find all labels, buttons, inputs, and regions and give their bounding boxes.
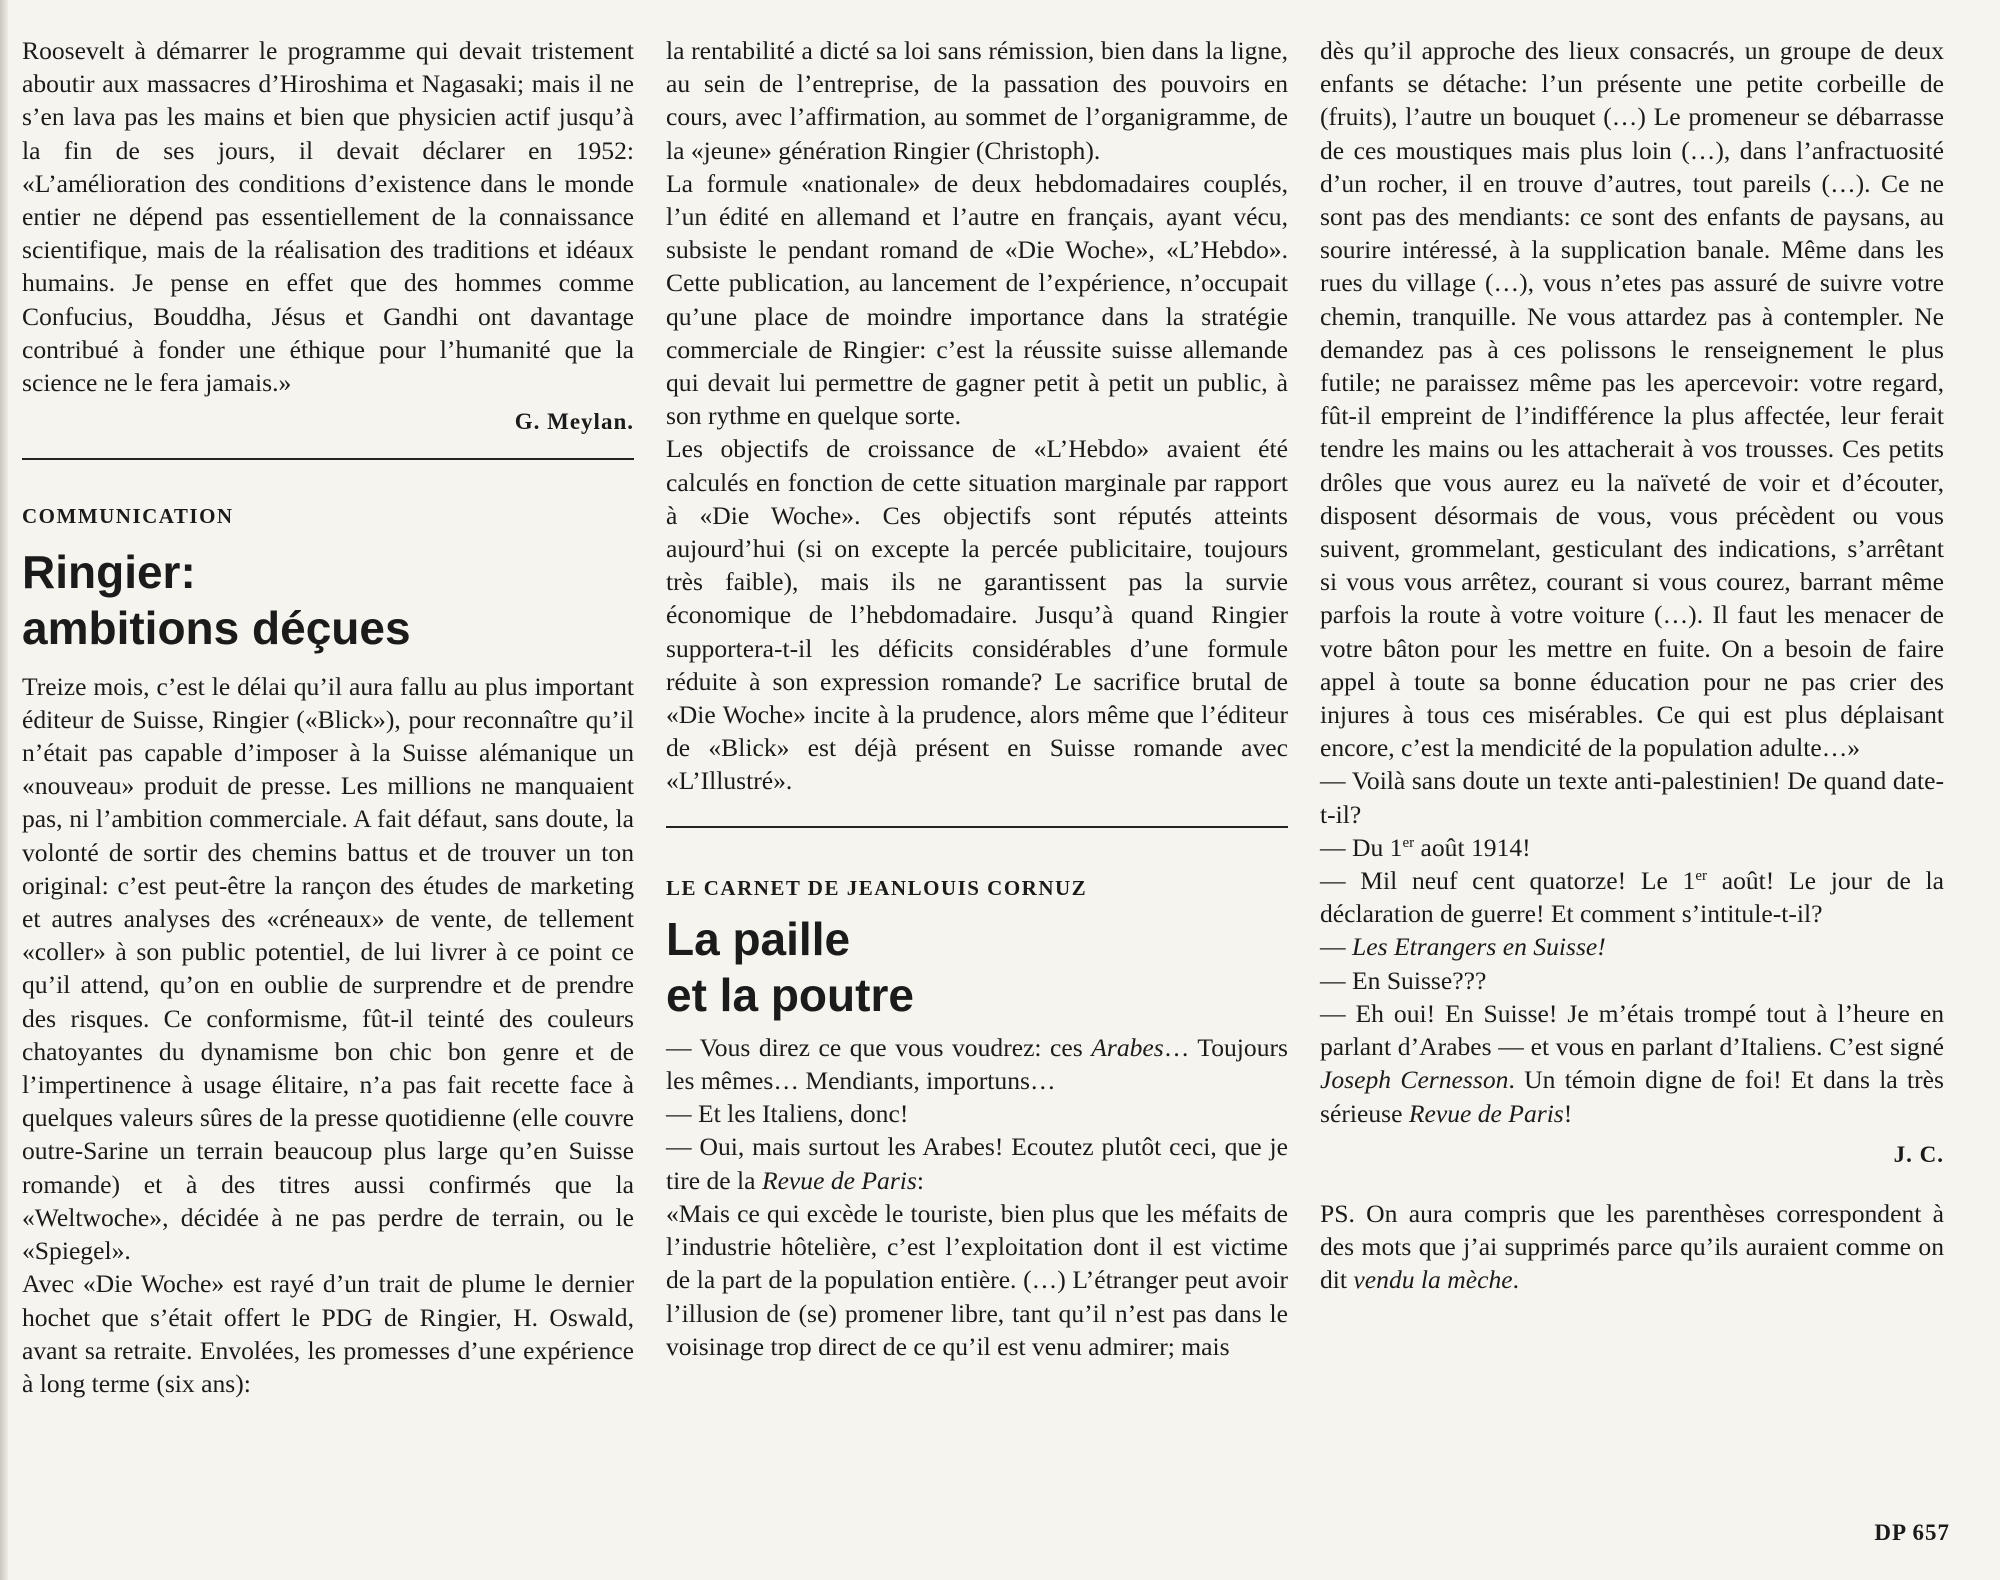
- dialogue-line: — Voilà sans doute un texte anti-palestinien! De quand date-t-il?: [1320, 766, 1944, 829]
- dialogue-line: — Les Etrangers en Suisse!: [1320, 932, 1606, 962]
- intro-paragraph: Roosevelt à démarrer le programme qui devait tristement aboutir aux massacres d’Hiroshima et Nagasaki; mais il ne s’en lava pas les mains et bien que physicien actif jusqu’à la fin de ses jours, il devait déclarer en 1952: «L’amélioration des conditions d’existence dans le monde entier ne dépend pas essentiellement de la connaissance scientifique, mais de la réalisation des traditions et idéaux humains. Je pense en effet que des hommes comme Confucius, Bouddha, Jésus et Gandhi ont davantage contribué à fonder une éthique pour l’humanité que la science ne le fera jamais.»: [22, 36, 634, 398]
- column-1: [22, 34, 634, 1400]
- quote-continuation: dès qu’il approche des lieux consacrés, un groupe de deux enfants se détache: l’un présente une petite corbeille de (fruits), l’autre un bouquet (…) Le promeneur se débarrasse de ces moustiques mais plus loin (…), dans l’anfractuosité d’un rocher, il en trouve d’autres, tout pareils (…). Ce ne sont pas des mendiants: ce sont des enfants de paysans, au sourire intéressé, à la supplication banale. Même dans les rues du village (…), vous n’etes pas assuré de suivre votre chemin, tranquille. Ne vous attardez pas à contempler. Ne demandez pas à ces polissons le renseignement le plus futile; ne paraissez même pas les apercevoir: votre regard, fût-il empreint de l’indifférence la plus affectée, leur ferait tendre les mains ou les attacherait à vos trousses. Ces petits drôles que vous aurez eu la naïveté de voir et d’écouter, disposent désormais de vous, vous précèdent ou vous suivent, grommelant, gesticulant des indications, s’arrêtant si vous vous arrêtez, courant si vous courez, barrant même parfois la route à votre voiture (…). Il faut les menacer de votre bâton pour les mettre en fuite. On a besoin de faire appel à toute sa bonne éducation pour ne pas crier des injures à tous ces misérables. Ce qui est plus déplaisant encore, c’est la mendicité de la population adulte…»: [1320, 36, 1944, 763]
- section-divider: [22, 458, 634, 460]
- dialogue-line: — Vous direz ce que vous voudrez: ces Arabes… Toujours les mêmes… Mendiants, importuns…: [666, 1032, 1288, 1096]
- dialogue-line: — Et les Italiens, donc!: [666, 1099, 909, 1129]
- ringier-paragraph-3: la rentabilité a dicté sa loi sans rémission, bien dans la ligne, au sein de l’entreprise, de la passation des pouvoirs en cours, avec l’affirmation, au sommet de l’organigramme, de la «jeune» génération Ringier (Christoph).: [666, 36, 1288, 165]
- dialogue-line: — Du 1er août 1914!: [1320, 832, 1531, 862]
- ringier-paragraph-1: Treize mois, c’est le délai qu’il aura fallu au plus important éditeur de Suisse, Ringier («Blick»), pour reconnaître qu’il n’était pas capable d’imposer à la Suisse alémanique un «nouveau» produit de presse. Les millions ne manquaient pas, ni l’ambition commerciale. A fait défaut, sans doute, la volonté de sortir des chemins battus et de trouver un ton original: c’est peut-être la rançon des études de marketing et autres analyses des «créneaux» de vente, de tellement «coller» à son public potentiel, de lui livrer à ce point ce qu’il attend, qu’on en oublie de surprendre et de prendre des risques. Ce conformisme, fût-il teinté des couleurs chatoyantes du dynamisme bon chic bon genre et de l’impertinence à usage élitaire, n’a pas fait recette face à quelques valeurs sûres de la presse quotidienne (elle couvre outre-Sarine un terrain beaucoup plus large qu’en Suisse romande) et à des titres aussi confirmés que la «Weltwoche», décidée à ne pas perdre de terrain, ou le «Spiegel».: [22, 671, 634, 1266]
- page-number: DP 657: [1874, 1520, 1950, 1545]
- article-headline-paille: [666, 911, 1288, 1023]
- dialogue-line: — Mil neuf cent quatorze! Le 1er août! Le jour de la déclaration de guerre! Et comment s’intitule-t-il?: [1320, 866, 1944, 929]
- dialogue-line: — Eh oui! En Suisse! Je m’étais trompé tout à l’heure en parlant d’Arabes — et vous en parlant d’Italiens. C’est signé Joseph Cernesson. Un témoin digne de foi! Et dans la très sérieuse Revue de Paris!: [1320, 998, 1944, 1128]
- section-divider: [666, 826, 1288, 828]
- headline-line-2: ambitions déçues: [22, 601, 411, 654]
- article-headline-ringier: [22, 544, 634, 656]
- rubric-communication: COMMUNICATION: [22, 504, 234, 529]
- ringier-paragraph-2: Avec «Die Woche» est rayé d’un trait de plume le dernier hochet que s’était offert le PDG de Ringier, H. Oswald, avant sa retraite. Envolées, les promesses d’une expérience à long terme (six ans):: [22, 1269, 634, 1398]
- postscript: PS. On aura compris que les parenthèses correspondent à des mots que j’ai supprimés parce qu’ils auraient comme on dit vendu la mèche.: [1320, 1198, 1944, 1295]
- ringier-paragraph-5: Les objectifs de croissance de «L’Hebdo» avaient été calculés en fonction de cette situation marginale par rapport à «Die Woche». Ces objectifs sont réputés atteints aujourd’hui (si on excepte la percée publicitaire, toujours très faible), mais ils ne garantissent pas la survie économique de l’hebdomadaire. Jusqu’à quand Ringier supportera-t-il les déficits considérables d’une formule réduite à son expression romande? Le sacrifice brutal de «Die Woche» incite à la prudence, alors même que l’éditeur de «Blick» est déjà présent en Suisse romande avec «L’Illustré».: [666, 434, 1288, 796]
- page-edge: [0, 0, 8, 1580]
- column-3: [1320, 34, 1944, 1297]
- dialogue-line: — En Suisse???: [1320, 965, 1487, 995]
- column-2: [666, 34, 1288, 1363]
- signature-jc: J. C.: [1893, 1141, 1944, 1167]
- headline-line-1: Ringier:: [22, 545, 196, 598]
- headline-line-1: La paille: [666, 912, 851, 965]
- headline-line-2: et la poutre: [666, 968, 914, 1021]
- signature-meylan: G. Meylan.: [514, 409, 634, 435]
- quote-paragraph: «Mais ce qui excède le touriste, bien plus que les méfaits de l’industrie hôtelière, c’est l’exploitation dont il est victime de la part de la population entière. (…) L’étranger peut avoir l’illusion de (se) promener libre, tant qu’il n’est pas dans le voisinage trop direct de ce qu’il est venu admirer; mais: [666, 1198, 1288, 1361]
- rubric-carnet: LE CARNET DE JEANLOUIS CORNUZ: [666, 875, 1088, 900]
- ringier-paragraph-4: La formule «nationale» de deux hebdomadaires couplés, l’un édité en allemand et l’autre en français, ayant vécu, subsiste le pendant romand de «Die Woche», «L’Hebdo». Cette publication, au lancement de l’expérience, n’occupait qu’une place de moindre importance dans la stratégie commerciale de Ringier: c’est la réussite suisse allemande qui devait lui permettre de gagner petit à petit un public, à son rythme en quelque sorte.: [666, 168, 1288, 431]
- dialogue-line: — Oui, mais surtout les Arabes! Ecoutez plutôt ceci, que je tire de la Revue de Paris:: [666, 1132, 1288, 1195]
